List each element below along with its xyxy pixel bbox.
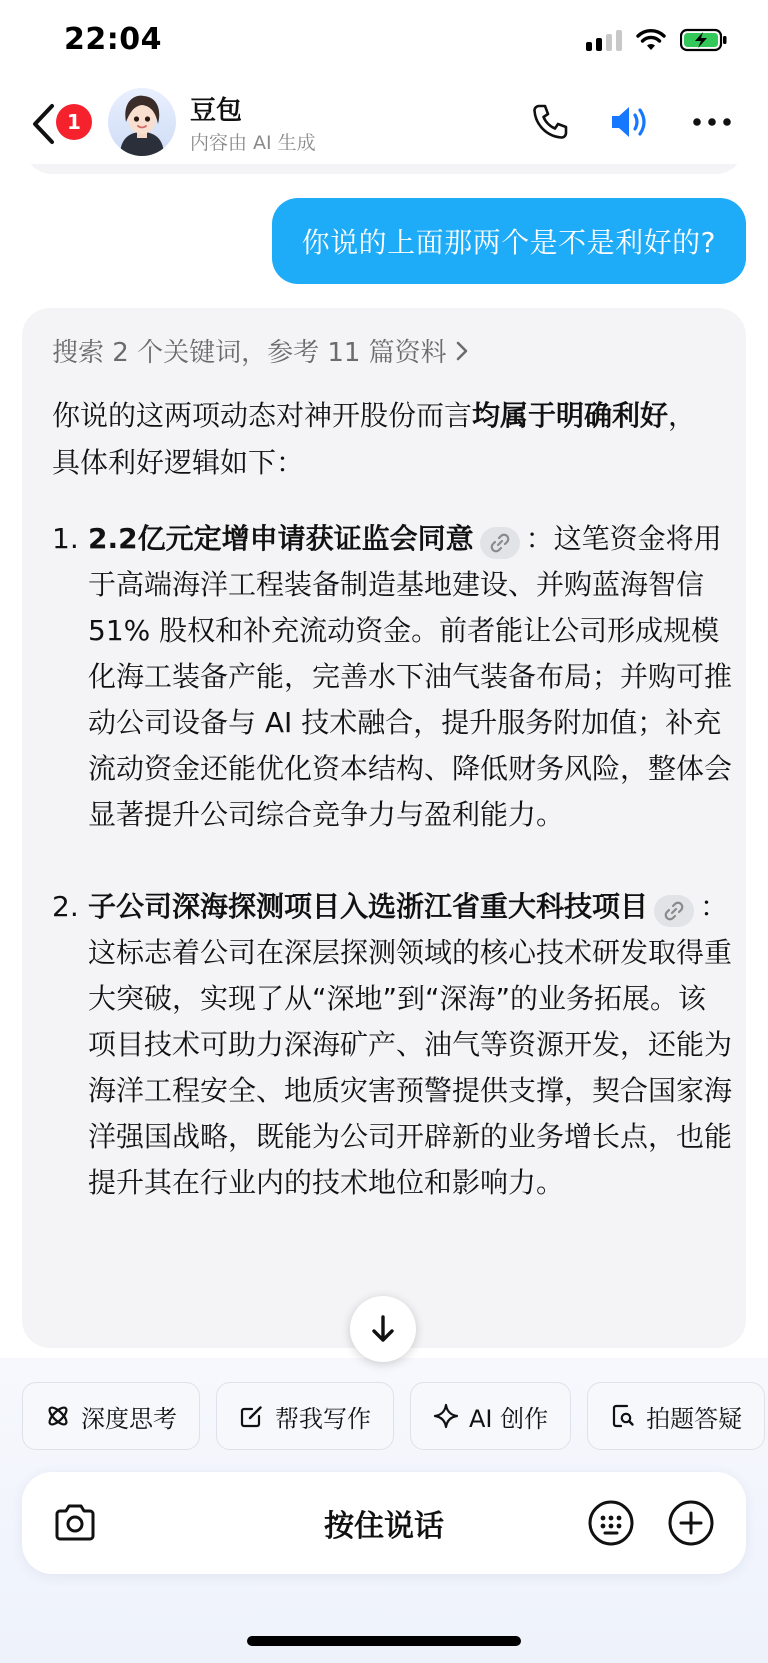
intro-text: 你说的这两项动态对神开股份而言 <box>52 399 473 432</box>
list-item-separator: ： <box>700 890 729 923</box>
chip-photo-solve[interactable] <box>587 1382 765 1450</box>
list-item-body <box>88 516 732 838</box>
ai-message-card[interactable] <box>22 308 746 1348</box>
avatar-girl-icon <box>108 88 176 156</box>
list-item-text: 这标志着公司在深层探测领域的核心技术研发取得重大突破，实现了从“深地”到“深海”的业务拓展。该项目技术可助力深海矿产、油气等资源开发，还能为海洋工程安全、地质灾害预警提供支撑，契合国家海洋强国战略，既能为公司开辟新的业务增长点，也能提升其在行业内的技术地位和影响力。 <box>88 936 733 1199</box>
phone-call-button[interactable] <box>526 98 574 146</box>
intro-tail: ，具体利好逻辑如下： <box>52 399 697 479</box>
chevron-right-icon <box>453 338 471 364</box>
search-references-label: 搜索 2 个关键词，参考 11 篇资料 <box>52 338 447 368</box>
source-link-chip[interactable] <box>654 895 694 927</box>
atom-icon <box>45 1403 71 1429</box>
status-bar <box>0 0 768 84</box>
doc-search-icon <box>610 1403 636 1429</box>
chip-label: AI 创作 <box>469 1404 549 1433</box>
camera-button[interactable] <box>48 1496 102 1550</box>
chip-label: 深度思考 <box>81 1404 177 1433</box>
user-message-bubble[interactable]: 你说的上面那两个是不是利好的? <box>272 198 746 284</box>
avatar[interactable] <box>108 88 176 156</box>
more-dots-icon <box>692 116 732 128</box>
input-bar <box>22 1472 746 1574</box>
plus-circle-icon <box>667 1499 715 1547</box>
list-item <box>52 884 732 1206</box>
ai-generated-note: 内容由 AI 生成 <box>190 132 316 154</box>
quick-action-chips[interactable] <box>22 1382 765 1450</box>
battery-charging-icon <box>680 28 728 52</box>
status-icons <box>586 28 728 52</box>
list-item-body <box>88 884 732 1206</box>
list-item-title: 子公司深海探测项目入选浙江省重大科技项目 <box>88 890 649 923</box>
list-item-title: 2.2亿元定增申请获证监会同意 <box>88 522 474 555</box>
intro-highlight: 均属于明确利好 <box>472 399 669 432</box>
bottom-input-area <box>0 1358 768 1663</box>
list-item <box>52 516 732 838</box>
chip-label: 帮我写作 <box>275 1404 371 1433</box>
previous-message-edge <box>24 164 744 174</box>
chat-header <box>0 84 768 164</box>
home-indicator <box>247 1636 521 1646</box>
wifi-icon <box>636 28 666 52</box>
list-item-separator: ： <box>525 522 554 555</box>
status-time: 22:04 <box>64 22 162 57</box>
contact-name: 豆包 <box>190 96 243 126</box>
arrow-down-icon <box>369 1314 397 1344</box>
chat-messages[interactable] <box>0 164 768 1364</box>
unread-badge: 1 <box>56 104 92 140</box>
edit-icon <box>239 1403 265 1429</box>
add-button[interactable] <box>664 1496 718 1550</box>
link-icon <box>489 532 511 554</box>
chip-deep-thinking[interactable] <box>22 1382 200 1450</box>
ai-intro-paragraph <box>52 392 722 486</box>
list-item-number: 1. <box>52 522 79 555</box>
keyboard-grid-icon <box>587 1499 635 1547</box>
list-item-number: 2. <box>52 890 79 923</box>
hold-to-talk-button[interactable]: 按住说话 <box>324 1509 444 1544</box>
camera-icon <box>52 1503 98 1543</box>
phone-icon <box>530 102 570 142</box>
chip-ai-create[interactable] <box>410 1382 571 1450</box>
keyboard-toggle-button[interactable] <box>584 1496 638 1550</box>
sparkle-icon <box>433 1403 459 1429</box>
list-item-text: 这笔资金将用于高端海洋工程装备制造基地建设、并购蓝海智信 51% 股权和补充流动资金。前者能让公司形成规模化海工装备产能，完善水下油气装备布局；并购可推动公司设备与 AI 技术融合，提升服务附加值；补充流动资金还能优化资本结构、降低财务风险，整体会显著提升公司综合竞争力与盈利能力。 <box>88 522 733 831</box>
search-references-link[interactable] <box>52 332 471 369</box>
chip-label: 拍题答疑 <box>646 1404 743 1433</box>
link-icon <box>663 900 685 922</box>
chip-help-write[interactable] <box>216 1382 394 1450</box>
source-link-chip[interactable] <box>480 527 520 559</box>
cellular-signal-icon <box>586 29 622 51</box>
speaker-icon <box>608 102 652 142</box>
more-options-button[interactable] <box>688 98 736 146</box>
speaker-toggle-button[interactable] <box>606 98 654 146</box>
scroll-to-bottom-button[interactable] <box>350 1296 416 1362</box>
